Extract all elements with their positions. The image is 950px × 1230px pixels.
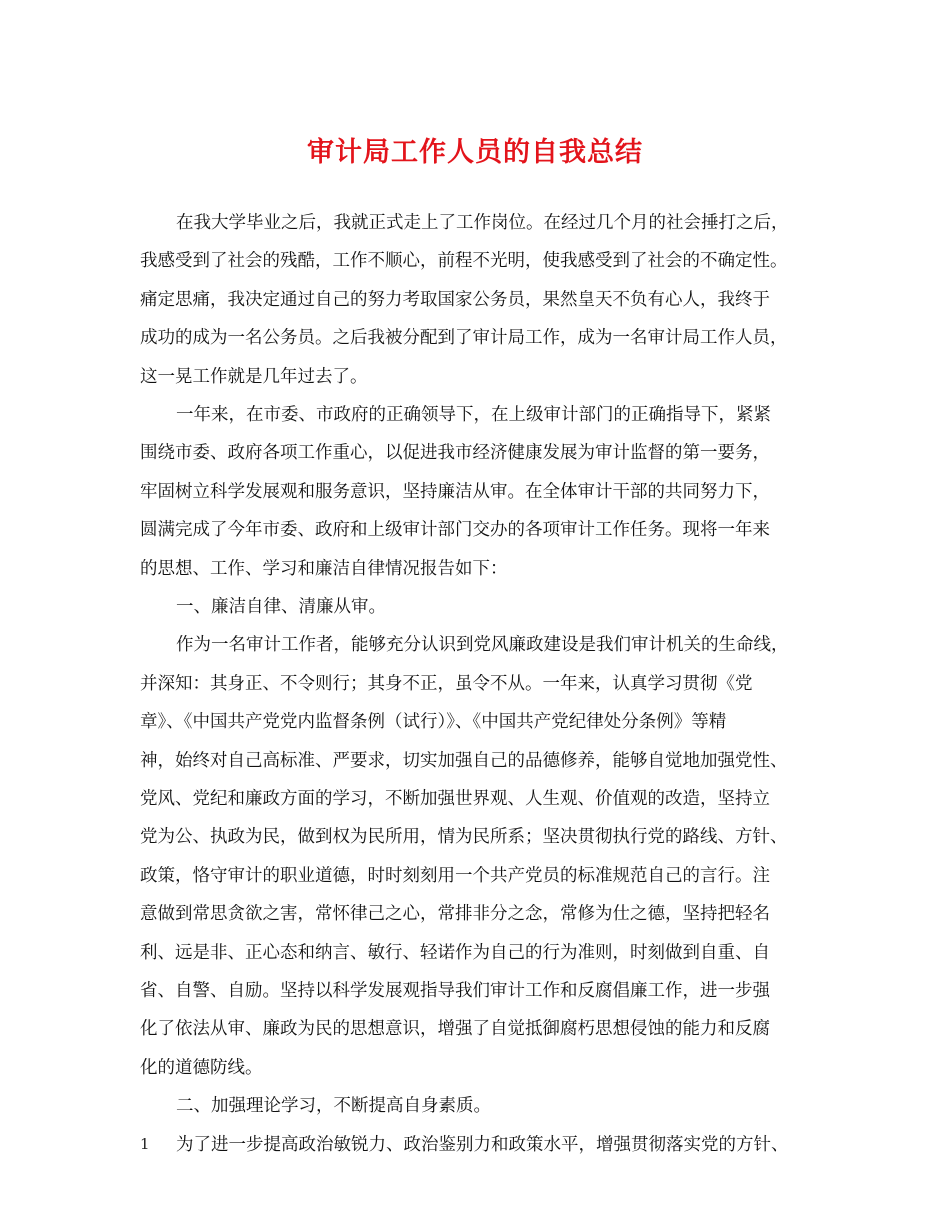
paragraph-line: 一、廉洁自律、清廉从审。 [176,597,386,617]
paragraph-line: 牢固树立科学发展观和服务意识，坚持廉洁从审。在全体审计干部的共同努力下， [140,481,770,502]
page-number: 1 [140,1135,150,1153]
paragraph-line: 这一晃工作就是几年过去了。 [140,366,368,387]
paragraph-line: 一年来，在市委、市政府的正确领导下，在上级审计部门的正确指导下，紧紧 [176,405,771,425]
paragraph-line: 在我大学毕业之后，我就正式走上了工作岗位。在经过几个月的社会捶打之后， [176,213,789,233]
paragraph-line: 省、自警、自励。坚持以科学发展观指导我们审计工作和反腐倡廉工作，进一步强 [140,981,770,1001]
paragraph-line: 的思想、工作、学习和廉洁自律情况报告如下： [140,558,508,579]
paragraph-line: 并深知：其身正、不令则行；其身不正，虽令不从。一年来，认真学习贯彻《党 [140,673,753,694]
paragraph-line: 痛定思痛，我决定通过自己的努力考取国家公务员，果然皇天不负有心人，我终于 [140,289,770,310]
paragraph-line: 二、加强理论学习，不断提高自身素质。 [176,1096,491,1117]
paragraph-line: 党为公、执政为民，做到权为民所用，情为民所系；坚决贯彻执行党的路线、方针、 [140,827,788,848]
paragraph-line: 圆满完成了今年市委、政府和上级审计部门交办的各项审计工作任务。现将一年来 [140,520,770,541]
paragraph-line: 神，始终对自己高标准、严要求，切实加强自己的品德修养，能够自觉地加强党性、 [140,750,788,771]
paragraph-line: 意做到常思贪欲之害，常怀律己之心，常排非分之念，常修为仕之德，坚持把轻名 [140,904,770,925]
paragraph-line: 化了依法从审、廉政为民的思想意识，增强了自觉抵御腐朽思想侵蚀的能力和反腐 [140,1019,770,1040]
paragraph-line: 我感受到了社会的残酷，工作不顺心，前程不光明，使我感受到了社会的不确定性。 [140,251,788,272]
paragraph-line: 利、远是非、正心态和纳言、敏行、轻诺作为自己的行为准则，时刻做到自重、自 [140,942,770,963]
paragraph-line: 作为一名审计工作者，能够充分认识到党风廉政建设是我们审计机关的生命线， [176,635,789,656]
paragraph-line: 成功的成为一名公务员。之后我被分配到了审计局工作，成为一名审计局工作人员， [140,328,788,349]
paragraph-line: 化的道德防线。 [140,1057,263,1078]
paragraph-line: 章》、《中国共产党党内监督条例（试行）》、《中国共产党纪律处分条例》等精 [140,712,727,733]
document-title: 审计局工作人员的自我总结 [307,137,643,168]
paragraph-line: 党风、党纪和廉政方面的学习，不断加强世界观、人生观、价值观的改造，坚持立 [140,789,770,809]
paragraph-line: 为了进一步提高政治敏锐力、政治鉴别力和政策水平，增强贯彻落实党的方针、 [176,1134,789,1155]
paragraph-line: 政策，恪守审计的职业道德，时时刻刻用一个共产党员的标准规范自己的言行。注 [140,865,770,886]
paragraph-line: 围绕市委、政府各项工作重心，以促进我市经济健康发展为审计监督的第一要务， [140,443,770,464]
